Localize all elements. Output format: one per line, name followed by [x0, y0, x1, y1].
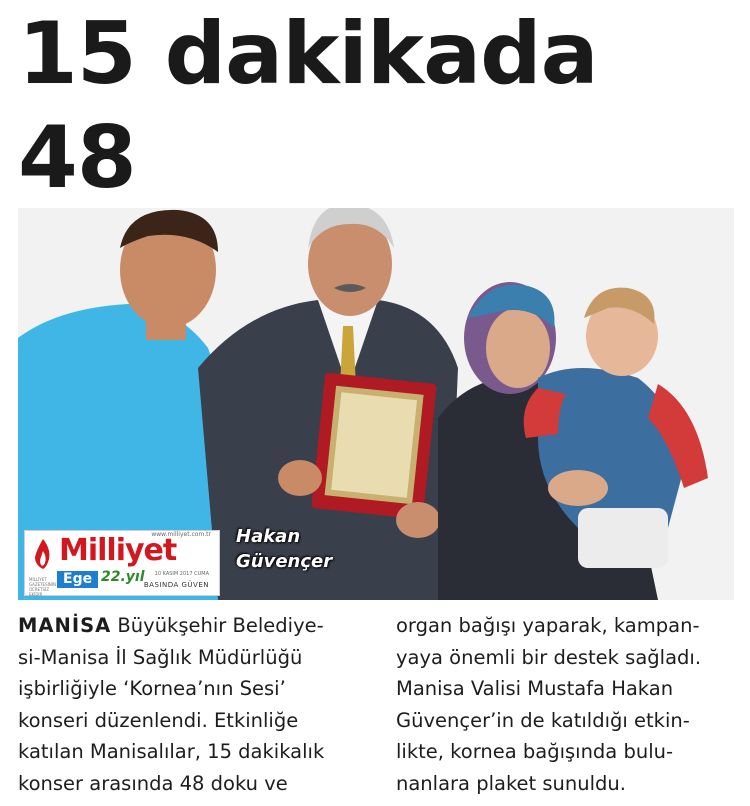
- article-line: si-Manisa İl Sağlık Müdürlüğü: [18, 645, 303, 669]
- caption-line-2: Güvençer: [236, 551, 333, 572]
- article-line: katılan Manisalılar, 15 dakikalık: [18, 740, 325, 763]
- logo-brand: Milliyet: [59, 533, 177, 568]
- article-line: yaya önemli bir destek sağladı.: [396, 645, 702, 669]
- article-column-2: [396, 610, 736, 799]
- logo-small-print: MİLLİYET GAZETESİNİN ÜCRETSİZ EKİDİR: [29, 577, 56, 597]
- article-line: [18, 610, 368, 642]
- logo-date: 10 KASIM 2017 CUMA: [154, 571, 209, 577]
- article-line: Güvençer’in de katıldığı etkin-: [396, 708, 690, 732]
- article-city: MANİSA: [18, 614, 112, 637]
- logo-motto: BASINDA GÜVEN: [143, 581, 209, 589]
- article-line: likte, kornea bağışında bulu-: [396, 740, 674, 763]
- logo-edition: Ege: [57, 571, 98, 588]
- logo-url: www.milliyet.com.tr: [151, 531, 211, 538]
- article-line: organ bağışı yaparak, kampan-: [396, 614, 700, 637]
- article-line: konser arasında 48 doku ve: [18, 771, 288, 795]
- article-line: konseri düzenlendi. Etkinliğe: [18, 708, 299, 732]
- milliyet-ege-logo: [24, 530, 220, 596]
- photo-caption: [236, 524, 366, 574]
- headline-line-1: 15 dakikada 48: [18, 4, 598, 208]
- article-line: nanlara plaket sunuldu.: [396, 771, 626, 795]
- article-line-text: Büyükşehir Belediye-: [111, 614, 324, 637]
- article-column-1: [18, 610, 368, 799]
- flame-icon: [31, 539, 55, 569]
- news-photo: [18, 208, 734, 600]
- caption-line-1: Hakan: [236, 526, 301, 547]
- logo-years: 22.yıl: [101, 569, 145, 585]
- article-line: işbirliğiyle ‘Kornea’nın Sesi’: [18, 677, 286, 700]
- article-line: Manisa Valisi Mustafa Hakan: [396, 677, 674, 700]
